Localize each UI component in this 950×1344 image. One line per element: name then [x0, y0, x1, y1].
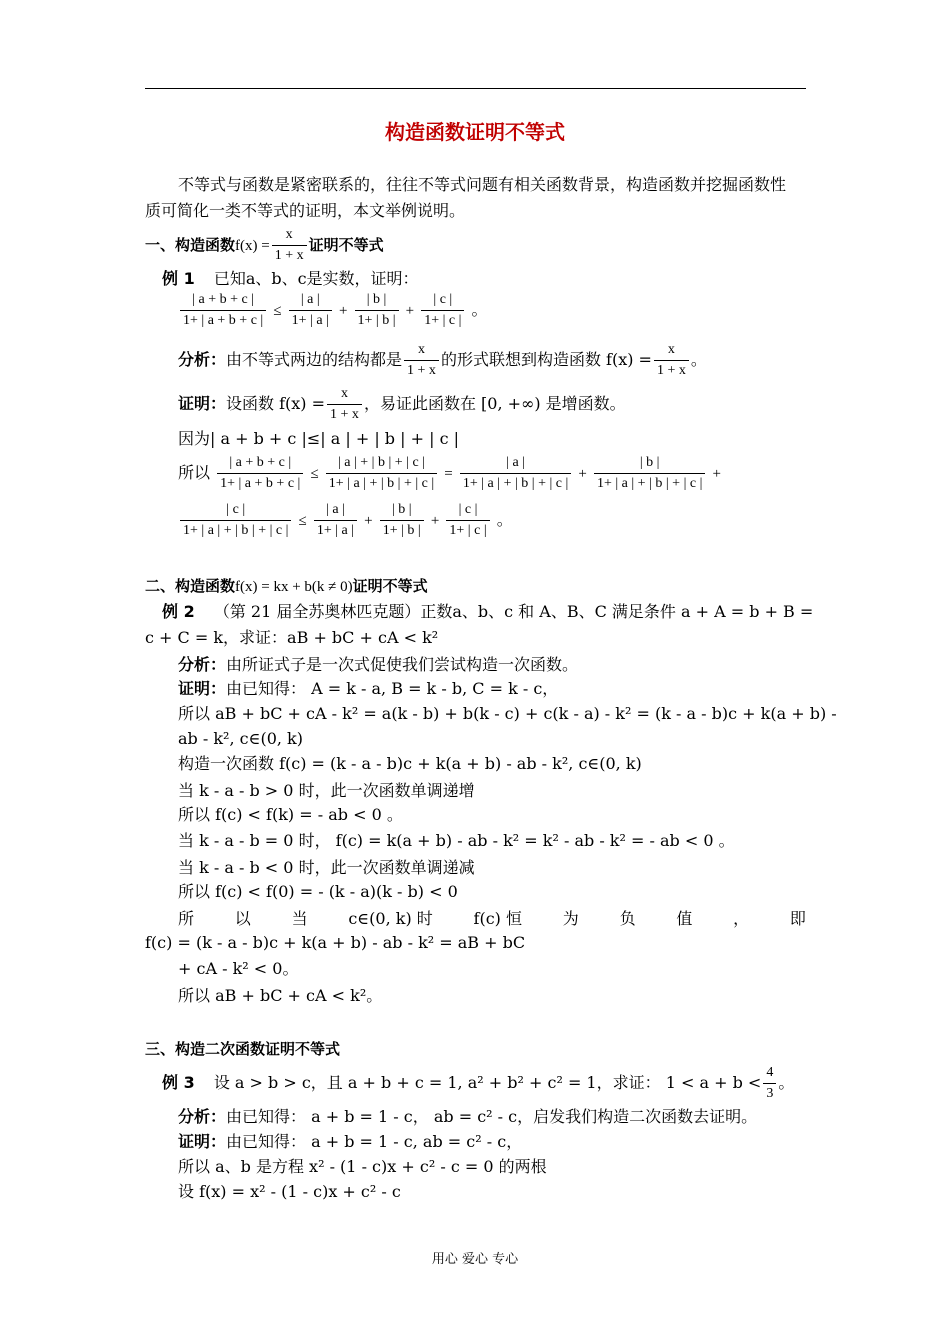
word: c∈(0, k) 时: [348, 909, 433, 928]
example-2-label: 例 2: [162, 602, 195, 621]
fraction-denominator: 1+ | a + b + c |: [217, 473, 303, 494]
section-1-heading-a: 一、构造函数: [145, 236, 236, 254]
section-3-heading: 三、构造二次函数证明不等式: [145, 1040, 341, 1058]
section-2-fx: f(x) = kx + b(k ≠ 0): [235, 579, 353, 595]
section-1-heading: [145, 225, 384, 266]
proof-line: 所以 f(c) < f(0) = - (k - a)(k - b) < 0: [178, 882, 458, 901]
word: 以: [234, 909, 251, 928]
operator: =: [444, 466, 453, 482]
header-rule: [145, 88, 806, 89]
fraction-numerator: | a + b + c |: [229, 455, 292, 470]
example-2-line-2: c + C = k，求证：aB + bC + cA < k²: [145, 628, 439, 647]
analysis-label: 分析：: [178, 655, 227, 674]
page-footer: 用心 爱心 专心: [431, 1252, 519, 1267]
proof-line: 当 k - a - b = 0 时， f(c) = k(a + b) - ab - k² = k² - ab - k² = - ab < 0 。: [178, 831, 735, 850]
fraction-denominator: 1 + x: [654, 360, 689, 381]
fraction-numerator: | b |: [366, 292, 387, 307]
example-2-analysis: [178, 653, 578, 677]
section-2-heading: [145, 574, 428, 599]
so-line-2: [178, 500, 513, 541]
example-2-line-1: [162, 600, 813, 624]
example-1-analysis: [178, 340, 707, 381]
fraction: [654, 340, 689, 381]
proof-line: 当 k - a - b < 0 时，此一次函数单调递减: [178, 858, 475, 877]
example-3-proof: [178, 1130, 522, 1154]
fraction-denominator: 1+ | c |: [421, 310, 464, 331]
example-3: [162, 1063, 794, 1104]
proof-line: 当 k - a - b > 0 时，此一次函数单调递增: [178, 781, 475, 800]
operator: ≤: [310, 466, 319, 482]
operator: +: [430, 513, 440, 529]
operator: ≤: [273, 303, 282, 319]
analysis-label: 分析：: [178, 350, 227, 369]
fraction: [460, 453, 571, 494]
analysis-label: 分析：: [178, 1107, 227, 1126]
word: 所: [178, 909, 195, 928]
fraction: [326, 453, 437, 494]
proof-line: ab - k², c∈(0, k): [178, 729, 303, 748]
fraction: [355, 290, 399, 331]
fraction-denominator: 3: [763, 1083, 776, 1104]
section-2-heading-a: 二、构造函数: [145, 577, 236, 595]
intro-line-1: 不等式与函数是紧密联系的，往往不等式问题有相关函数背景，构造函数并挖掘函数性: [178, 175, 787, 194]
fraction-denominator: 1+ | a | + | b | + | c |: [326, 473, 437, 494]
fraction-numerator: 4: [766, 1065, 774, 1080]
fraction: [380, 500, 424, 541]
fraction-denominator: 1 + x: [327, 404, 362, 425]
fraction: [289, 290, 332, 331]
fraction-numerator: | a | + | b | + | c |: [337, 455, 425, 470]
so-label: 所以: [178, 463, 211, 482]
example-3-analysis: [178, 1105, 757, 1129]
proof-label: 证明：: [178, 394, 227, 413]
word: ，: [733, 909, 750, 928]
fraction: [180, 290, 266, 331]
fraction-numerator: x: [667, 342, 675, 357]
proof-label: 证明：: [178, 679, 227, 698]
proof-label: 证明：: [178, 1132, 227, 1151]
fraction-numerator: | a |: [326, 502, 345, 517]
fraction-denominator: 1+ | a |: [314, 520, 357, 541]
section-1-fx: f(x) =: [235, 238, 270, 254]
example-1-proof: [178, 384, 626, 425]
proof-line: 构造一次函数 f(c) = (k - a - b)c + k(a + b) - ab - k², c∈(0, k): [178, 754, 642, 773]
fraction-numerator: | c |: [226, 502, 246, 517]
fraction-denominator: 1+ | a | + | b | + | c |: [180, 520, 291, 541]
analysis-text: 由所证式子是一次式促使我们尝试构造一次函数。: [226, 655, 579, 674]
punctuation: 。: [471, 300, 488, 319]
fraction: [327, 384, 362, 425]
example-1-label: 例 1: [162, 269, 195, 288]
proof-line: + cA - k² < 0。: [178, 959, 299, 978]
intro-line-2: 质可简化一类不等式的证明，本文举例说明。: [145, 201, 466, 220]
word: 为: [562, 909, 579, 928]
fraction: [446, 500, 489, 541]
proof-line: 所以 aB + bC + cA < k²。: [178, 986, 383, 1005]
fraction-denominator: 1+ | b |: [380, 520, 424, 541]
operator: +: [338, 303, 348, 319]
fraction: [421, 290, 464, 331]
section-2-heading-b: 证明不等式: [352, 577, 428, 595]
section-1-heading-b: 证明不等式: [308, 236, 384, 254]
example-2-text: （第 21 届全苏奥林匹克题）正数a、b、c 和 A、B、C 满足条件 a + A = b + B =: [213, 602, 814, 621]
fraction: [763, 1063, 776, 1104]
fraction: [594, 453, 705, 494]
page-title: 构造函数证明不等式: [385, 120, 565, 144]
fraction-numerator: | b |: [391, 502, 412, 517]
fraction-numerator: | b |: [639, 455, 660, 470]
proof-text: 设函数 f(x) =: [226, 394, 326, 413]
word: 值: [676, 909, 693, 928]
fraction-denominator: 1 + x: [404, 360, 439, 381]
fraction-denominator: 1+ | a | + | b | + | c |: [594, 473, 705, 494]
proof-line-justified: [145, 907, 806, 931]
example-3-text: 设 a > b > c，且 a + b + c = 1, a² + b² + c² = 1，求证： 1 < a + b <: [213, 1073, 762, 1092]
fraction-denominator: 1+ | a + b + c |: [180, 310, 266, 331]
proof-text: 由已知得： a + b = 1 - c, ab = c² - c，: [226, 1132, 523, 1151]
fraction-numerator: x: [340, 386, 348, 401]
fraction-denominator: 1+ | a | + | b | + | c |: [460, 473, 571, 494]
proof-text: 由已知得： A = k - a, B = k - b, C = k - c，: [226, 679, 559, 698]
proof-line: 所以 aB + bC + cA - k² = a(k - b) + b(k - c) + c(k - a) - k² = (k - a - b)c + k(a + b) -: [178, 704, 837, 723]
example-1-text: 已知a、b、c是实数，证明：: [213, 269, 419, 288]
fraction-numerator: x: [417, 342, 425, 357]
fraction: [404, 340, 439, 381]
proof-line: 所以 a、b 是方程 x² - (1 - c)x + c² - c = 0 的两根: [178, 1157, 547, 1176]
proof-line: f(c) = (k - a - b)c + k(a + b) - ab - k² = aB + bC: [145, 933, 526, 952]
fraction-denominator: 1+ | c |: [446, 520, 489, 541]
punctuation: 。: [496, 510, 513, 529]
operator: +: [578, 466, 587, 482]
fraction-numerator: | c |: [458, 502, 478, 517]
proof-line: 设 f(x) = x² - (1 - c)x + c² - c: [178, 1182, 401, 1201]
punctuation: 。: [690, 350, 707, 369]
fraction-denominator: 1+ | b |: [355, 310, 399, 331]
fraction-denominator: 1 + x: [272, 245, 307, 266]
proof-line: 所以 f(c) < f(k) = - ab < 0 。: [178, 805, 403, 824]
proof-text: ，易证此函数在 [0, +∞) 是增函数。: [363, 394, 626, 413]
operator: ≤: [298, 513, 307, 529]
operator: +: [364, 513, 373, 529]
word: 即: [789, 909, 806, 928]
word: 当: [291, 909, 308, 928]
example-1: [162, 267, 419, 291]
fraction: [314, 500, 357, 541]
fraction-denominator: 1+ | a |: [289, 310, 332, 331]
because-line: 因为| a + b + c |≤| a | + | b | + | c |: [178, 429, 460, 448]
word: f(c) 恒: [473, 909, 523, 928]
example-3-label: 例 3: [162, 1073, 195, 1092]
operator: +: [405, 303, 415, 319]
analysis-text: 由已知得： a + b = 1 - c， ab = c² - c，启发我们构造二次函数去证明。: [226, 1107, 758, 1126]
fraction-numerator: | a + b + c |: [192, 292, 255, 307]
analysis-text: 由不等式两边的结构都是: [226, 350, 403, 369]
punctuation: 。: [778, 1073, 795, 1092]
fraction-numerator: | c |: [433, 292, 453, 307]
operator: +: [712, 466, 721, 482]
fraction: [217, 453, 303, 494]
fraction: [180, 500, 291, 541]
analysis-text: 的形式联想到构造函数 f(x) =: [440, 350, 652, 369]
example-1-inequality: [178, 290, 488, 331]
fraction-numerator: | a |: [300, 292, 320, 307]
so-line-1: [178, 453, 721, 494]
word: 负: [619, 909, 636, 928]
fraction-numerator: | a |: [506, 455, 525, 470]
fraction-numerator: x: [285, 227, 293, 242]
section-1-fraction: [272, 225, 307, 266]
example-2-proof: [178, 677, 558, 701]
